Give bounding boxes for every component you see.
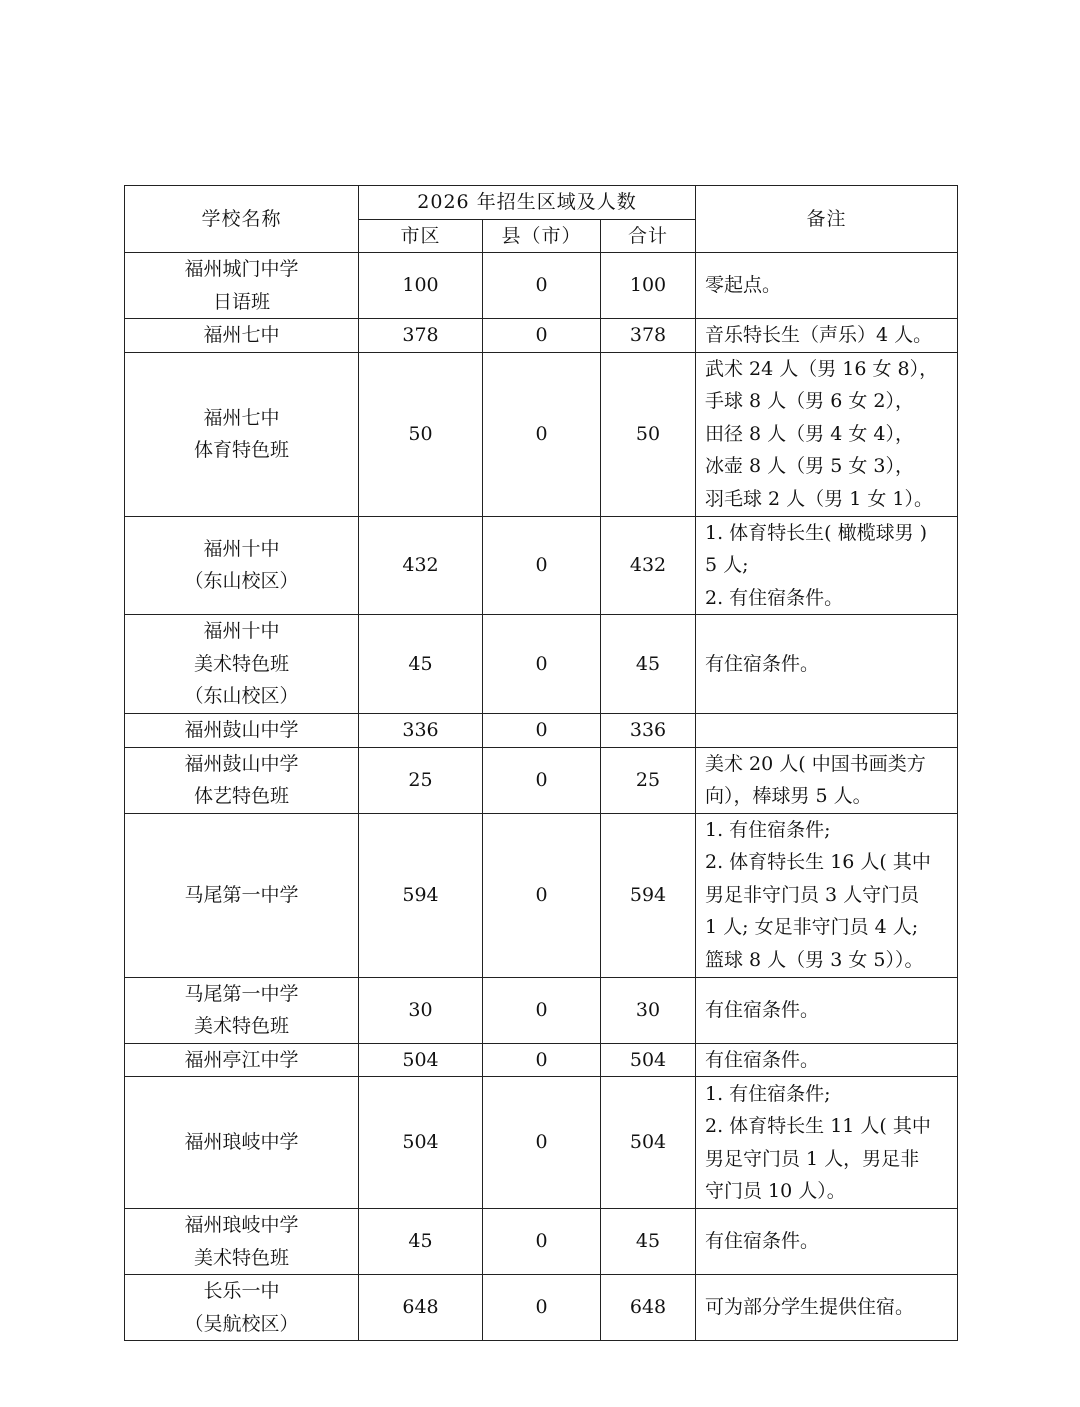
- school-name-cell: 福州鼓山中学 体艺特色班: [125, 747, 359, 813]
- table-row: [125, 813, 958, 977]
- school-name-cell: 福州琅岐中学: [125, 1077, 359, 1209]
- table-row: [125, 714, 958, 748]
- table-row: [125, 1209, 958, 1275]
- remarks-cell: 1. 体育特长生( 橄榄球男 ) 5 人; 2. 有住宿条件。: [696, 516, 958, 615]
- enrollment-table: [124, 185, 958, 1341]
- school-name-cell: 福州琅岐中学 美术特色班: [125, 1209, 359, 1275]
- table-row: [125, 1275, 958, 1341]
- table-row: [125, 319, 958, 353]
- total-count-cell: 504: [601, 1043, 696, 1077]
- school-name-cell: 福州十中 （东山校区）: [125, 516, 359, 615]
- total-count-cell: 45: [601, 1209, 696, 1275]
- remarks-cell: [696, 714, 958, 748]
- school-name-cell: 福州七中 体育特色班: [125, 352, 359, 516]
- table-row: [125, 516, 958, 615]
- county-count-cell: 0: [483, 319, 601, 353]
- total-count-cell: 504: [601, 1077, 696, 1209]
- remarks-cell: 有住宿条件。: [696, 615, 958, 714]
- county-count-cell: 0: [483, 253, 601, 319]
- table-row: [125, 977, 958, 1043]
- county-count-cell: 0: [483, 615, 601, 714]
- school-name-cell: 马尾第一中学 美术特色班: [125, 977, 359, 1043]
- table-row: [125, 1043, 958, 1077]
- remarks-cell: 零起点。: [696, 253, 958, 319]
- county-count-cell: 0: [483, 977, 601, 1043]
- school-name-cell: 福州亭江中学: [125, 1043, 359, 1077]
- header-school-name: 学校名称: [125, 186, 359, 253]
- city-count-cell: 100: [359, 253, 483, 319]
- city-count-cell: 504: [359, 1077, 483, 1209]
- county-count-cell: 0: [483, 747, 601, 813]
- header-city: 市区: [359, 219, 483, 253]
- total-count-cell: 50: [601, 352, 696, 516]
- header-region-group: 2026 年招生区域及人数: [359, 186, 696, 220]
- remarks-cell: 1. 有住宿条件; 2. 体育特长生 16 人( 其中 男足非守门员 3 人守门员 1 人; 女足非守门员 4 人; 篮球 8 人（男 3 女 5））。: [696, 813, 958, 977]
- table-row: [125, 747, 958, 813]
- school-name-cell: 福州七中: [125, 319, 359, 353]
- table-row: [125, 1077, 958, 1209]
- city-count-cell: 378: [359, 319, 483, 353]
- school-name-cell: 马尾第一中学: [125, 813, 359, 977]
- school-name-cell: 长乐一中 （吴航校区）: [125, 1275, 359, 1341]
- county-count-cell: 0: [483, 714, 601, 748]
- table-row: [125, 615, 958, 714]
- city-count-cell: 25: [359, 747, 483, 813]
- total-count-cell: 336: [601, 714, 696, 748]
- total-count-cell: 30: [601, 977, 696, 1043]
- city-count-cell: 45: [359, 615, 483, 714]
- total-count-cell: 100: [601, 253, 696, 319]
- remarks-cell: 音乐特长生（声乐）4 人。: [696, 319, 958, 353]
- city-count-cell: 30: [359, 977, 483, 1043]
- city-count-cell: 648: [359, 1275, 483, 1341]
- city-count-cell: 50: [359, 352, 483, 516]
- city-count-cell: 504: [359, 1043, 483, 1077]
- remarks-cell: 可为部分学生提供住宿。: [696, 1275, 958, 1341]
- header-remarks: 备注: [696, 186, 958, 253]
- city-count-cell: 594: [359, 813, 483, 977]
- county-count-cell: 0: [483, 516, 601, 615]
- city-count-cell: 45: [359, 1209, 483, 1275]
- county-count-cell: 0: [483, 1077, 601, 1209]
- city-count-cell: 336: [359, 714, 483, 748]
- county-count-cell: 0: [483, 1043, 601, 1077]
- total-count-cell: 432: [601, 516, 696, 615]
- header-total: 合计: [601, 219, 696, 253]
- remarks-cell: 1. 有住宿条件; 2. 体育特长生 11 人( 其中 男足守门员 1 人，男足非 守门员 10 人）。: [696, 1077, 958, 1209]
- table-row: [125, 352, 958, 516]
- total-count-cell: 594: [601, 813, 696, 977]
- total-count-cell: 25: [601, 747, 696, 813]
- county-count-cell: 0: [483, 1275, 601, 1341]
- remarks-cell: 有住宿条件。: [696, 1209, 958, 1275]
- total-count-cell: 648: [601, 1275, 696, 1341]
- city-count-cell: 432: [359, 516, 483, 615]
- school-name-cell: 福州城门中学 日语班: [125, 253, 359, 319]
- remarks-cell: 有住宿条件。: [696, 1043, 958, 1077]
- header-county: 县（市）: [483, 219, 601, 253]
- total-count-cell: 45: [601, 615, 696, 714]
- remarks-cell: 美术 20 人( 中国书画类方 向），棒球男 5 人。: [696, 747, 958, 813]
- total-count-cell: 378: [601, 319, 696, 353]
- table-row: [125, 253, 958, 319]
- county-count-cell: 0: [483, 352, 601, 516]
- school-name-cell: 福州鼓山中学: [125, 714, 359, 748]
- school-name-cell: 福州十中 美术特色班 （东山校区）: [125, 615, 359, 714]
- county-count-cell: 0: [483, 813, 601, 977]
- remarks-cell: 武术 24 人（男 16 女 8）， 手球 8 人（男 6 女 2）， 田径 8 人（男 4 女 4）， 冰壶 8 人（男 5 女 3）， 羽毛球 2 人（男 1 女 1）。: [696, 352, 958, 516]
- remarks-cell: 有住宿条件。: [696, 977, 958, 1043]
- county-count-cell: 0: [483, 1209, 601, 1275]
